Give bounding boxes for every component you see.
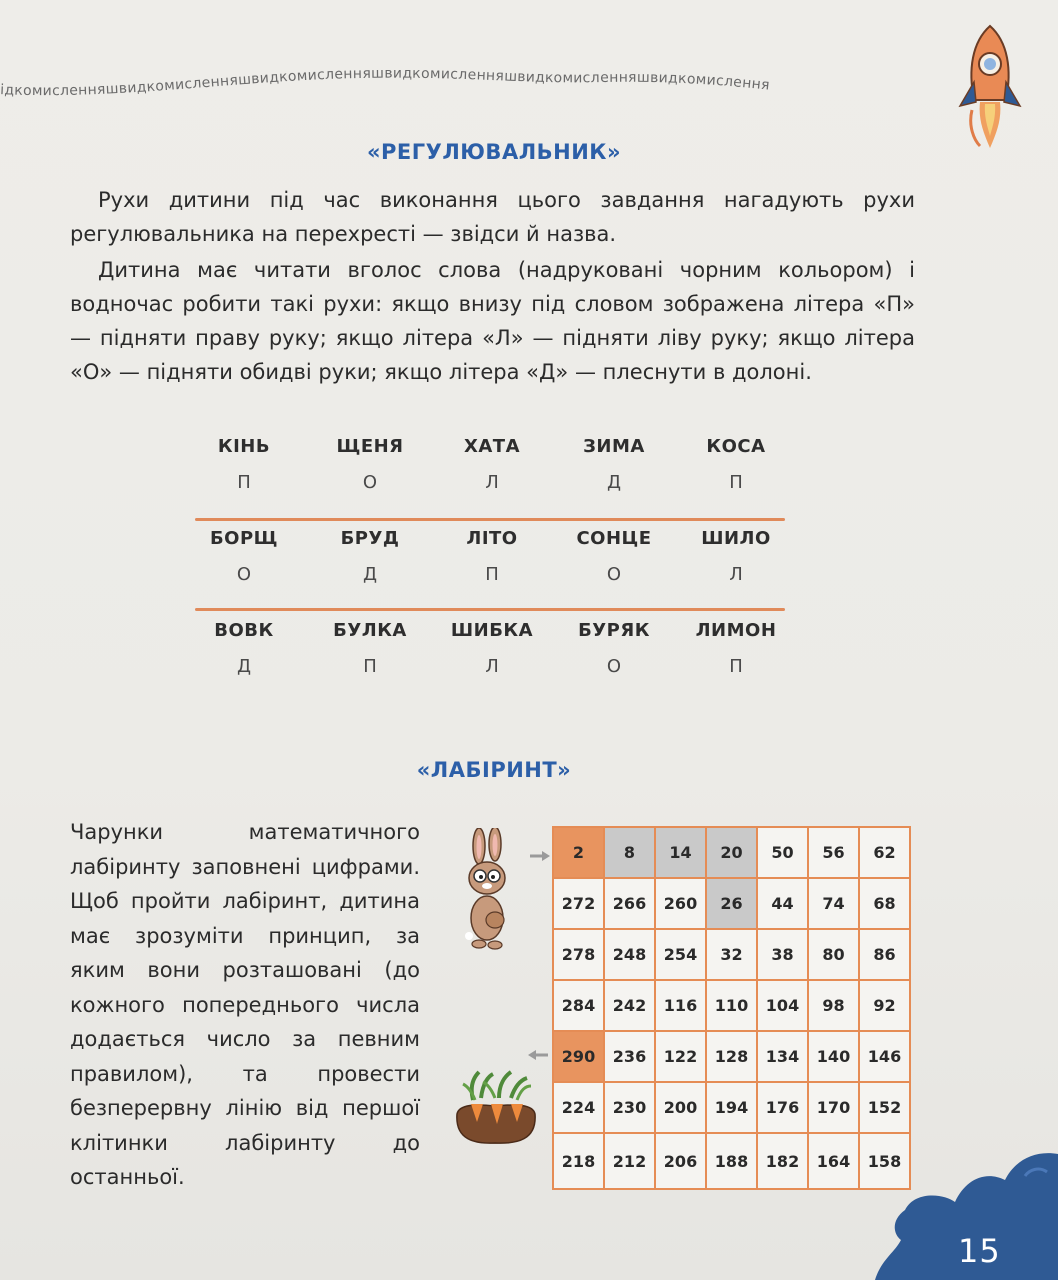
maze-cell[interactable]: 8 xyxy=(604,827,655,878)
word: ЛИМОН xyxy=(695,620,777,641)
letter: Д xyxy=(362,564,378,585)
maze-cell[interactable]: 254 xyxy=(655,929,706,980)
word-cell xyxy=(437,620,547,677)
word-cell xyxy=(559,528,669,585)
maze-cell[interactable]: 260 xyxy=(655,878,706,929)
maze-cell[interactable]: 92 xyxy=(859,980,910,1031)
maze-cell[interactable]: 80 xyxy=(808,929,859,980)
maze-cell[interactable]: 134 xyxy=(757,1031,808,1082)
maze-cell[interactable]: 188 xyxy=(706,1133,757,1189)
paragraph-labyrinth: Чарунки математичного лабіринту заповнені цифрами. Щоб пройти лабіринт, дитина має зрозуміти принцип, за яким вони розташовані (до кожного попереднього числа додається число за певним правилом), та провести безперервну лінію від першої клітинки лабіринту до останньої. xyxy=(70,820,420,1189)
word: БУЛКА xyxy=(333,620,407,641)
word-cell xyxy=(189,528,299,585)
maze-cell[interactable]: 68 xyxy=(859,878,910,929)
maze-cell[interactable]: 206 xyxy=(655,1133,706,1189)
maze-cell[interactable]: 86 xyxy=(859,929,910,980)
word-cell xyxy=(315,528,425,585)
svg-text:ідкомисленняшвидкомисленняшвид xyxy=(0,66,771,99)
letter: О xyxy=(236,564,252,585)
maze-row xyxy=(553,929,910,980)
word: СОНЦЕ xyxy=(576,528,652,549)
maze-cell[interactable]: 176 xyxy=(757,1082,808,1133)
word-cell xyxy=(681,528,791,585)
maze-cell[interactable]: 20 xyxy=(706,827,757,878)
maze-cell[interactable]: 104 xyxy=(757,980,808,1031)
word: ШИБКА xyxy=(450,620,534,641)
maze-cell[interactable]: 26 xyxy=(706,878,757,929)
word: ЗИМА xyxy=(583,436,645,457)
word-cell xyxy=(189,620,299,677)
maze-cell[interactable]: 152 xyxy=(859,1082,910,1133)
maze-cell[interactable]: 158 xyxy=(859,1133,910,1189)
wavy-header-label: ідкомисленняшвидкомисленняшвидкомисленняшвидкомисленняшвидкомисленняшвидкомислення xyxy=(0,65,771,100)
bunny-icon xyxy=(455,828,525,953)
maze-cell[interactable]: 272 xyxy=(553,878,604,929)
word: БРУД xyxy=(340,528,400,549)
letter: О xyxy=(606,564,622,585)
maze-cell[interactable]: 2 xyxy=(553,827,604,878)
letter: Л xyxy=(485,656,499,677)
section-title-regulator: «РЕГУЛЮВАЛЬНИК» xyxy=(366,140,622,164)
row-divider xyxy=(195,518,785,521)
maze-cell[interactable]: 116 xyxy=(655,980,706,1031)
maze-cell[interactable]: 236 xyxy=(604,1031,655,1082)
letter: П xyxy=(237,472,251,493)
maze-cell[interactable]: 38 xyxy=(757,929,808,980)
maze-row xyxy=(553,1133,910,1189)
word-cell xyxy=(437,436,547,493)
word: ВОВК xyxy=(214,620,274,641)
section-title-labyrinth: «ЛАБІРИНТ» xyxy=(416,758,572,782)
word-cell xyxy=(559,436,669,493)
maze-cell[interactable]: 50 xyxy=(757,827,808,878)
wavy-header-text xyxy=(0,60,960,140)
letter: Л xyxy=(485,472,499,493)
word-row-1 xyxy=(195,436,795,528)
word-row-2 xyxy=(195,528,795,620)
paragraph-intro: Рухи дитини під час виконання цього завдання нагадують рухи регулювальника на перехресті — звідси й назва. xyxy=(70,188,915,246)
maze-cell[interactable]: 284 xyxy=(553,980,604,1031)
word-cell xyxy=(681,436,791,493)
letter: Д xyxy=(606,472,622,493)
maze-row xyxy=(553,1082,910,1133)
maze-cell[interactable]: 224 xyxy=(553,1082,604,1133)
maze-cell[interactable]: 266 xyxy=(604,878,655,929)
paragraph-instructions: Дитина має читати вголос слова (надруковані чорним кольором) і водночас робити такі рухи: якщо внизу під словом зображена літера «П» — підняти праву руку; якщо літера «Л» — підняти ліву руку; якщо літера «О» — підняти обидві руки; якщо літера «Д» — плеснути в долоні. xyxy=(70,258,915,384)
arrow-right-icon xyxy=(530,851,550,861)
letter: П xyxy=(485,564,499,585)
letter: П xyxy=(729,656,743,677)
letter: О xyxy=(362,472,378,493)
word: ХАТА xyxy=(463,436,521,457)
word-cell xyxy=(681,620,791,677)
maze-cell[interactable]: 14 xyxy=(655,827,706,878)
arrow-left-icon xyxy=(528,1050,548,1060)
maze-cell[interactable]: 110 xyxy=(706,980,757,1031)
maze-cell[interactable]: 218 xyxy=(553,1133,604,1189)
maze-row xyxy=(553,1031,910,1082)
rocket-icon xyxy=(950,22,1030,152)
maze-cell[interactable]: 74 xyxy=(808,878,859,929)
word: ШИЛО xyxy=(701,528,771,549)
maze-cell[interactable]: 128 xyxy=(706,1031,757,1082)
maze-cell[interactable]: 248 xyxy=(604,929,655,980)
maze-cell[interactable]: 98 xyxy=(808,980,859,1031)
math-labyrinth xyxy=(552,826,911,1190)
maze-cell[interactable]: 140 xyxy=(808,1031,859,1082)
letter: П xyxy=(729,472,743,493)
maze-cell[interactable]: 146 xyxy=(859,1031,910,1082)
word: БОРЩ xyxy=(209,528,279,549)
maze-cell[interactable]: 200 xyxy=(655,1082,706,1133)
maze-cell[interactable]: 278 xyxy=(553,929,604,980)
word: ЩЕНЯ xyxy=(336,436,404,457)
maze-cell[interactable]: 182 xyxy=(757,1133,808,1189)
maze-row xyxy=(553,827,910,878)
carrots-icon xyxy=(455,1070,537,1145)
maze-cell[interactable]: 122 xyxy=(655,1031,706,1082)
word-cell xyxy=(559,620,669,677)
word-cell xyxy=(437,528,547,585)
row-divider xyxy=(195,608,785,611)
letter: Д xyxy=(236,656,252,677)
word-row-3 xyxy=(195,620,795,712)
page-number: 15 xyxy=(958,1232,1001,1270)
maze-row xyxy=(553,878,910,929)
word-cell xyxy=(315,436,425,493)
letter: Л xyxy=(729,564,743,585)
maze-cell[interactable]: 164 xyxy=(808,1133,859,1189)
maze-cell[interactable]: 242 xyxy=(604,980,655,1031)
word-cell xyxy=(189,436,299,493)
maze-cell[interactable]: 32 xyxy=(706,929,757,980)
word: ЛІТО xyxy=(466,528,518,549)
maze-cell[interactable]: 290 xyxy=(553,1031,604,1082)
word-letter-grid xyxy=(195,436,795,712)
word: БУРЯК xyxy=(578,620,650,641)
maze-cell[interactable]: 170 xyxy=(808,1082,859,1133)
word: КІНЬ xyxy=(217,436,271,457)
maze-cell[interactable]: 56 xyxy=(808,827,859,878)
maze-cell[interactable]: 212 xyxy=(604,1133,655,1189)
word: КОСА xyxy=(706,436,766,457)
maze-cell[interactable]: 44 xyxy=(757,878,808,929)
maze-row xyxy=(553,980,910,1031)
maze-cell[interactable]: 230 xyxy=(604,1082,655,1133)
letter: П xyxy=(363,656,377,677)
word-cell xyxy=(315,620,425,677)
maze-cell[interactable]: 194 xyxy=(706,1082,757,1133)
maze-cell[interactable]: 62 xyxy=(859,827,910,878)
letter: О xyxy=(606,656,622,677)
